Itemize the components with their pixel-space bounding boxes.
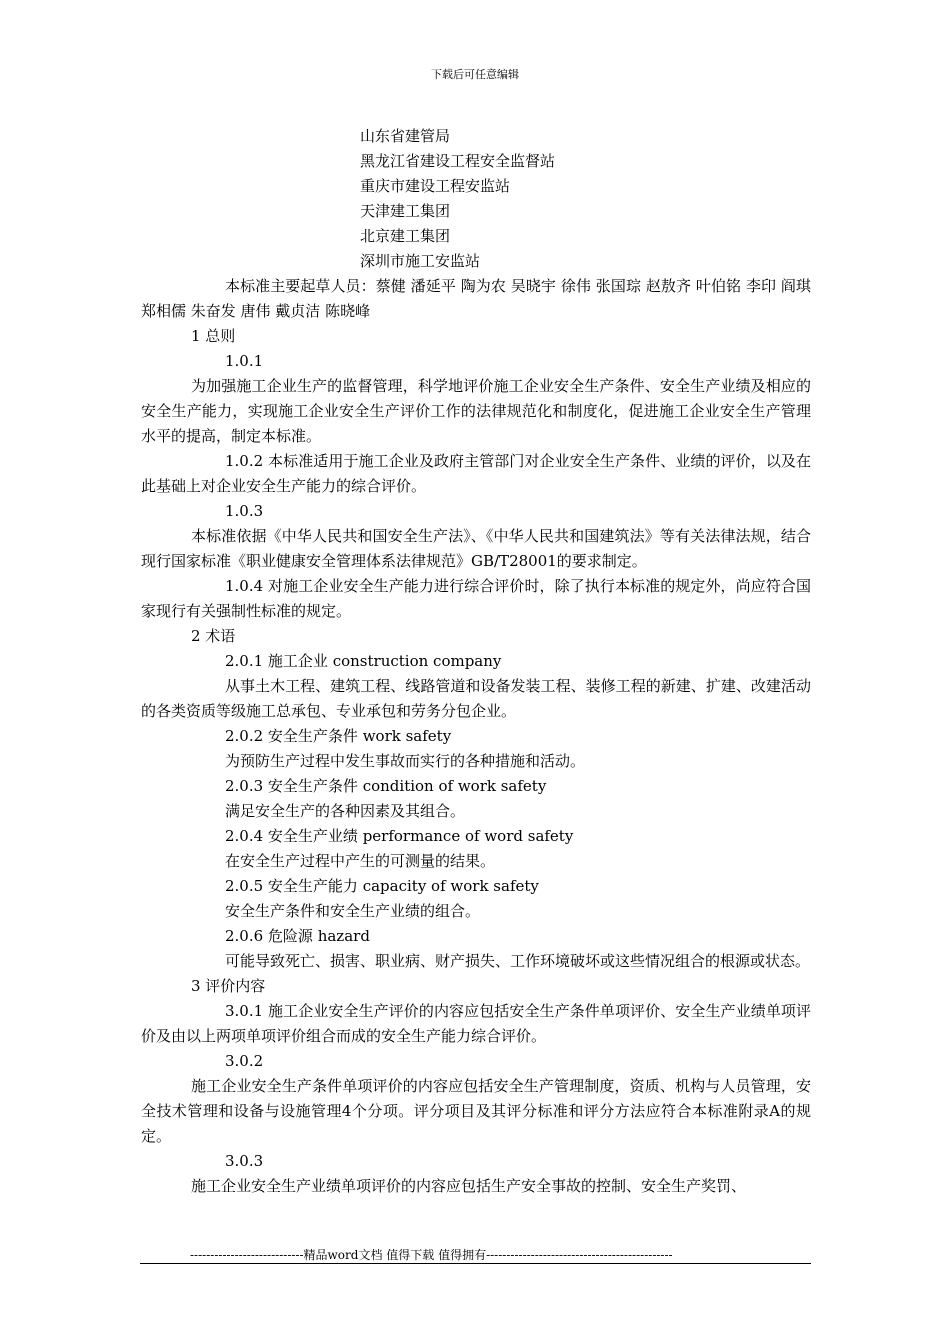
paragraph: 从事土木工程、建筑工程、线路管道和设备发装工程、装修工程的新建、扩建、改建活动的各类资质等级施工总承包、专业承包和劳务分包企业。 bbox=[141, 677, 811, 720]
organization-item: 天津建工集团 bbox=[360, 202, 451, 220]
paragraph: 1.0.1 bbox=[225, 352, 264, 370]
paragraph: 3 评价内容 bbox=[191, 977, 266, 995]
paragraph: 3.0.2 bbox=[225, 1052, 264, 1070]
paragraph: 2.0.4 安全生产业绩 performance of word safety bbox=[225, 827, 574, 845]
organization-item: 黑龙江省建设工程安全监督站 bbox=[360, 152, 556, 170]
paragraph: 2.0.5 安全生产能力 capacity of work safety bbox=[225, 877, 539, 895]
paragraph: 2.0.1 施工企业 construction company bbox=[225, 652, 502, 670]
paragraph: 3.0.3 bbox=[225, 1152, 264, 1170]
paragraph: 施工企业安全生产条件单项评价的内容应包括安全生产管理制度，资质、机构与人员管理，安全技术管理和设备与设施管理4个分项。评分项目及其评分标准和评分方法应符合本标准附录A的规定。 bbox=[141, 1077, 811, 1145]
paragraph: 本标准主要起草人员：蔡健 潘延平 陶为农 吴晓宇 徐伟 张国琮 赵敖齐 叶伯铭 李印 阎琪 郑相儒 朱奋发 唐伟 戴贞洁 陈晓峰 bbox=[141, 277, 811, 320]
paragraph: 施工企业安全生产业绩单项评价的内容应包括生产安全事故的控制、安全生产奖罚、 bbox=[191, 1177, 747, 1195]
paragraph: 1.0.3 bbox=[225, 502, 264, 520]
paragraph: 1.0.2 本标准适用于施工企业及政府主管部门对企业安全生产条件、业绩的评价，以及在此基础上对企业安全生产能力的综合评价。 bbox=[141, 452, 811, 495]
paragraph: 2.0.3 安全生产条件 condition of work safety bbox=[225, 777, 547, 795]
organization-item: 北京建工集团 bbox=[360, 227, 451, 245]
organization-item: 重庆市建设工程安监站 bbox=[360, 177, 511, 195]
page-header: 下载后可任意编辑 bbox=[431, 68, 519, 81]
paragraph: 为预防生产过程中发生事故而实行的各种措施和活动。 bbox=[225, 752, 586, 770]
paragraph: 本标准依据《中华人民共和国安全生产法》、《中华人民共和国建筑法》等有关法律法规，结合现行国家标准《职业健康安全管理体系法律规范》GB/T28001的要求制定。 bbox=[141, 527, 811, 570]
organization-list bbox=[360, 124, 555, 274]
paragraph: 2.0.2 安全生产条件 work safety bbox=[225, 727, 452, 745]
document-body bbox=[141, 274, 811, 1199]
paragraph: 可能导致死亡、损害、职业病、财产损失、工作环境破坏或这些情况组合的根源或状态。 bbox=[225, 952, 811, 970]
footer-divider bbox=[140, 1263, 811, 1264]
organization-item: 深圳市施工安监站 bbox=[360, 252, 481, 270]
paragraph: 为加强施工企业生产的监督管理，科学地评价施工企业安全生产条件、安全生产业绩及相应的安全生产能力，实现施工企业安全生产评价工作的法律规范化和制度化，促进施工企业安全生产管理水平的提高，制定本标准。 bbox=[141, 377, 811, 445]
paragraph: 满足安全生产的各种因素及其组合。 bbox=[225, 802, 466, 820]
page-footer: ----------------------------精品word文档 值得下载 值得拥有---------------------------------------------- bbox=[190, 1248, 673, 1262]
paragraph: 1 总则 bbox=[191, 327, 236, 345]
paragraph: 2.0.6 危险源 hazard bbox=[225, 927, 370, 945]
paragraph: 2 术语 bbox=[191, 627, 236, 645]
paragraph: 在安全生产过程中产生的可测量的结果。 bbox=[225, 852, 496, 870]
paragraph: 安全生产条件和安全生产业绩的组合。 bbox=[225, 902, 481, 920]
paragraph: 3.0.1 施工企业安全生产评价的内容应包括安全生产条件单项评价、安全生产业绩单项评价及由以上两项单项评价组合而成的安全生产能力综合评价。 bbox=[141, 1002, 811, 1045]
paragraph: 1.0.4 对施工企业安全生产能力进行综合评价时，除了执行本标准的规定外，尚应符合国家现行有关强制性标准的规定。 bbox=[141, 577, 811, 620]
organization-item: 山东省建管局 bbox=[360, 127, 451, 145]
